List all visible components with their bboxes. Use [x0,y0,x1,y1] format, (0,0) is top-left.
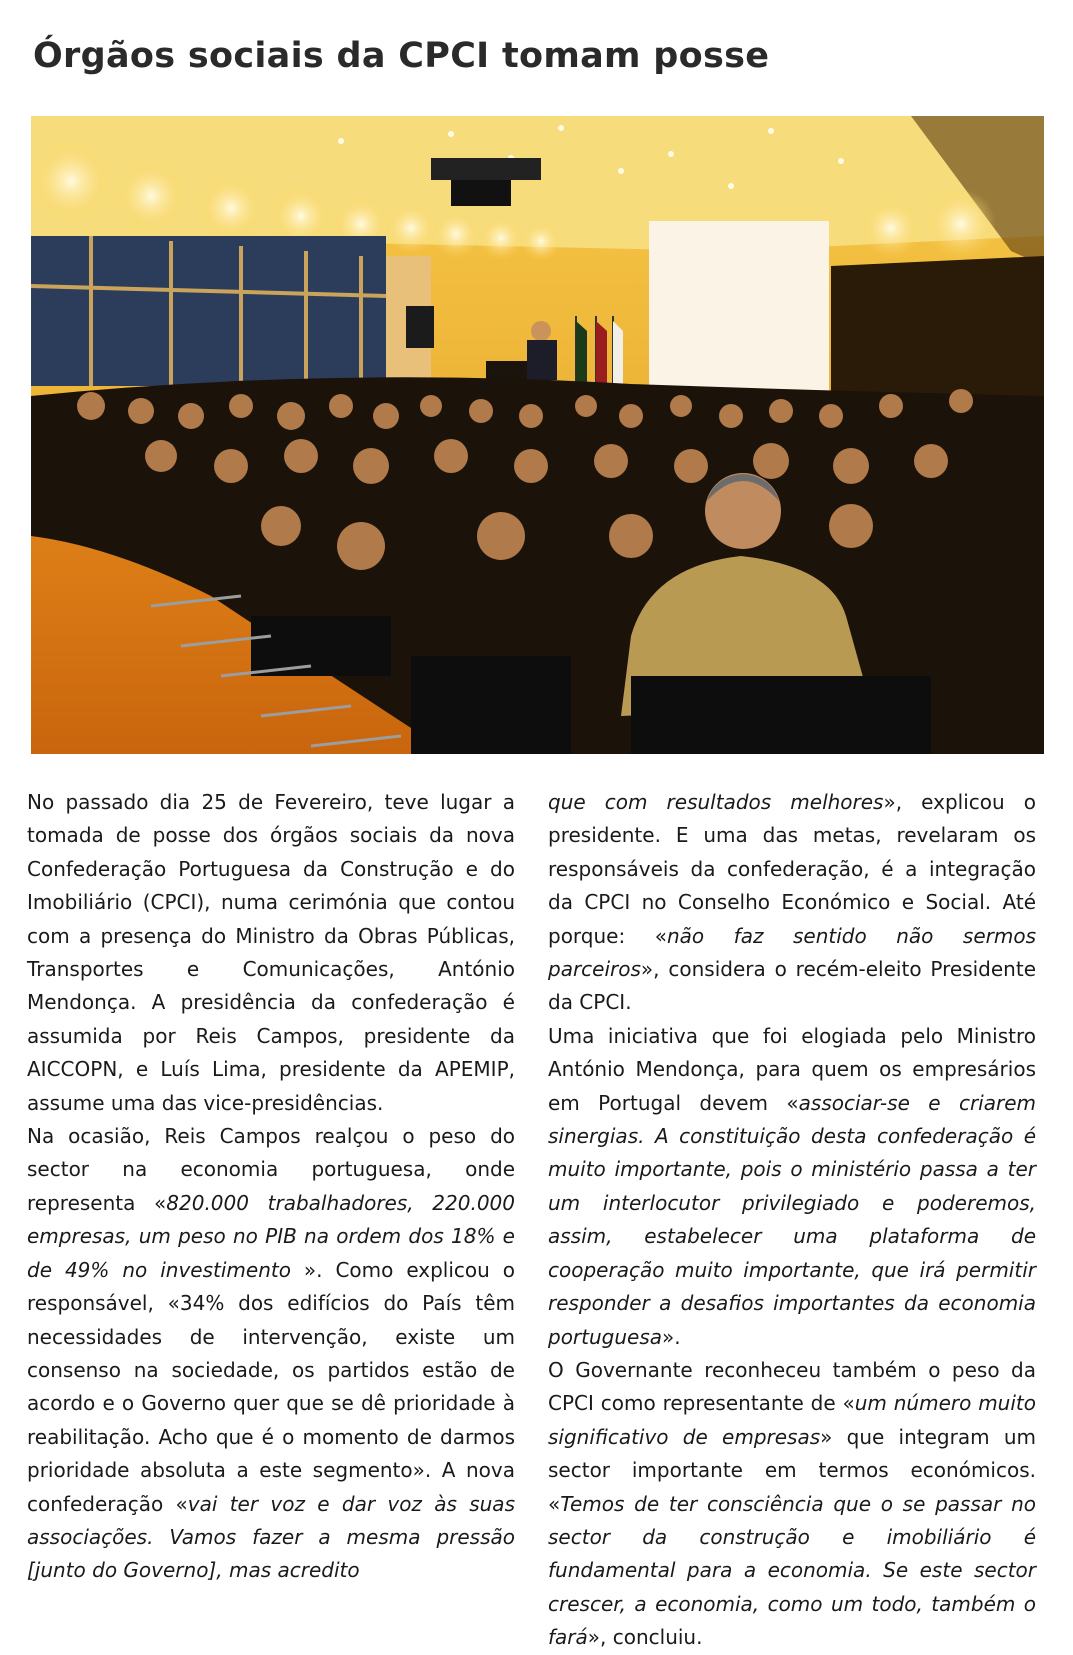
body-text: Uma iniciativa que foi elogiada pelo Ministro António Mendonça, para quem os empresários em Portugal devem « [548,1023,1036,1115]
quote-text: associar-se e criarem sinergias. A constituição desta confederação é muito importante, pois o ministério passa a ter um interlocutor privilegiado e poderemos, assim, estabelecer uma plataforma de cooperação muito importante, que irá permitir responder a desafios importantes da economia portuguesa [548,1090,1036,1349]
article-paragraph [548,1354,1036,1655]
body-text: Na ocasião, Reis Campos realçou o peso do sector na economia portuguesa, onde representa « [27,1124,515,1215]
body-text: ». Como explicou o responsável, «34% dos edifícios do País têm necessidades de intervenção, existe um consenso na sociedade, os partidos estão de acordo e o Governo quer que se dê prioridade à reabilitação. Acho que é o momento de darmos prioridade absoluta a este segmento». A nova confederação « [27,1257,516,1516]
quote-text: vai ter voz e dar voz às suas associações. Vamos fazer a mesma pressão [junto do Governo], mas acredito [27,1491,515,1583]
body-text: », explicou o presidente. E uma das metas, revelaram os responsáveis da confederação, é a integração da CPCI no Conselho Económico e Social. Até porque: « [548,790,1036,948]
quote-text: não faz sentido não sermos parceiros [548,923,1036,982]
body-text: », considera o recém-eleito Presidente da CPCI. [548,957,1036,1015]
article-paragraph [548,1020,1036,1354]
article-paragraph [27,1120,515,1588]
quote-text: 820.000 trabalhadores, 220.000 empresas, um peso no PIB na ordem dos 18% e de 49% no investimento [27,1190,515,1282]
article-paragraph [27,786,515,1120]
body-text: No passado dia 25 de Fevereiro, teve lugar a tomada de posse dos órgãos sociais da nova Confederação Portuguesa da Construção e do Imobiliário (CPCI), numa cerimónia que contou com a presença do Ministro da Obras Públicas, Transportes e Comunicações, António Mendonça. A presidência da confederação é assumida por Reis Campos, presidente da AICCOPN, e Luís Lima, presidente da APEMIP, assume uma das vice-presidências. [27,790,515,1115]
body-text: » que integram um sector importante em termos económicos. « [548,1424,1036,1516]
article-headline: Órgãos sociais da CPCI tomam posse [33,36,770,76]
article-paragraph [548,786,1036,1020]
article-column-left [27,786,515,1588]
article-column-right [548,786,1036,1655]
quote-text: que com resultados melhores [548,790,884,814]
body-text: », concluiu. [587,1625,703,1650]
ceremony-photo [31,116,1044,754]
body-text: ». [662,1324,681,1349]
body-text: O Governante reconheceu também o peso da CPCI como representante de « [548,1357,1036,1416]
quote-text: Temos de ter consciência que o se passar no sector da construção e imobiliário é fundamental para a economia. Se este sector crescer, a economia, como um todo, também o fará [548,1491,1036,1650]
quote-text: um número muito significativo de empresas [548,1391,1036,1449]
